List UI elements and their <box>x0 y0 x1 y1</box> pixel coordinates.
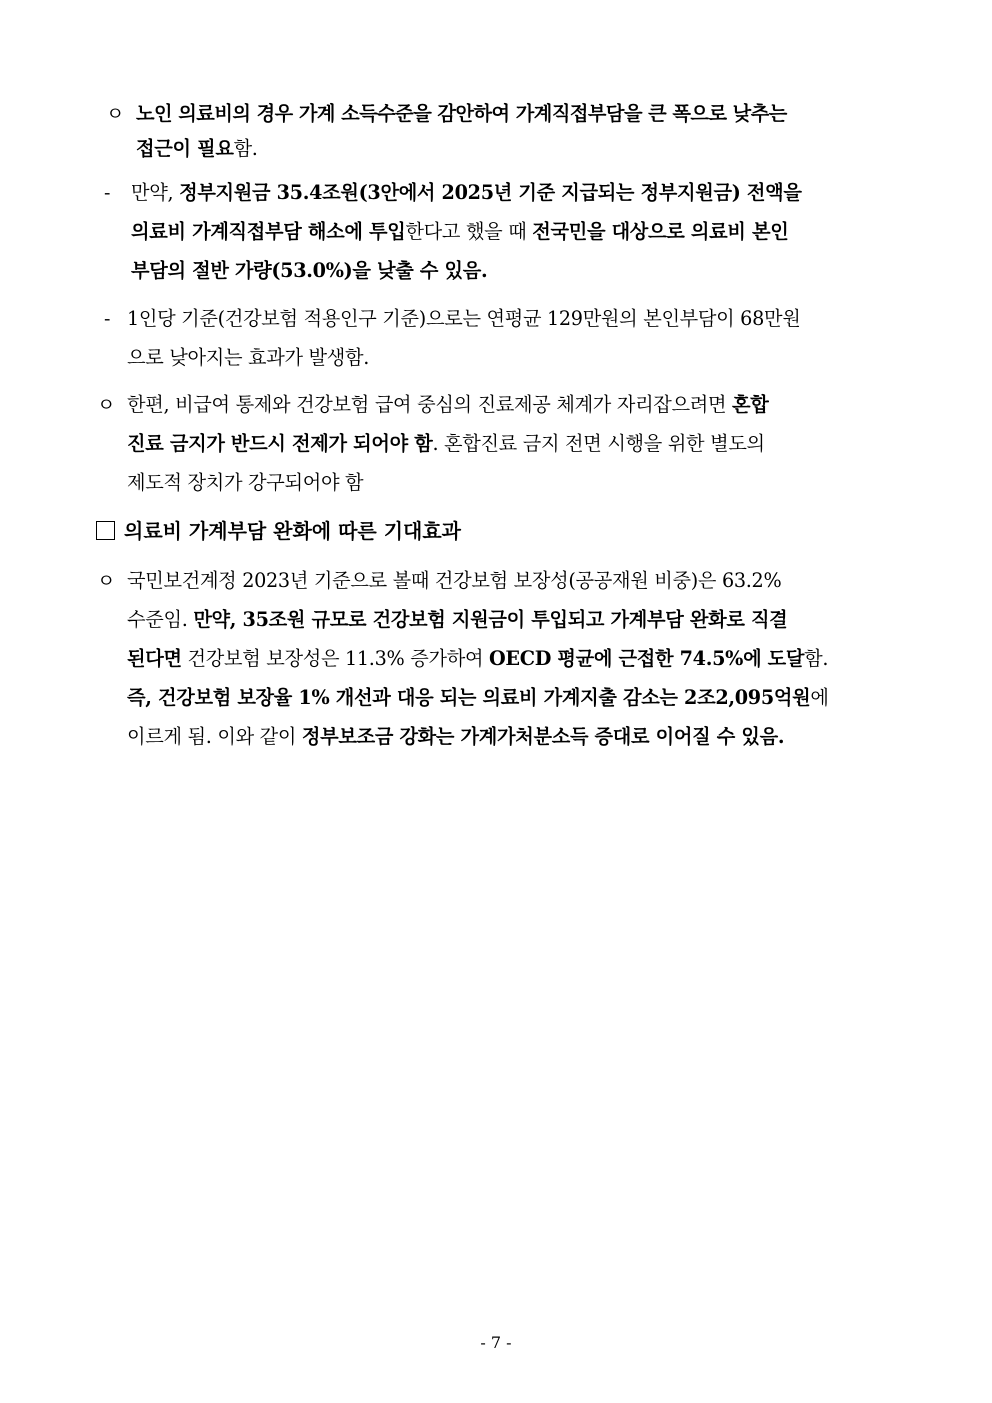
text: . 혼합진료 금지 전면 시행을 위한 별도의 <box>432 432 765 455</box>
paragraph-5-line-3 <box>127 646 828 672</box>
text: 한편, 비급여 통제와 건강보험 급여 중심의 진료제공 체계가 자리잡으려면 <box>127 393 733 416</box>
text-bold: 만약, 35조원 규모로 건강보험 지원금이 투입되고 가계부담 완화로 직결 <box>193 608 788 631</box>
text: 수준임. <box>127 608 194 631</box>
text-bold: 혼합 <box>732 393 769 416</box>
page-number: - 7 - <box>480 1333 512 1352</box>
paragraph-1-line-2 <box>136 136 258 162</box>
text: 만약, <box>131 181 180 204</box>
text-bold: 전국민을 대상으로 의료비 본인 <box>532 220 789 243</box>
text: 에 <box>810 686 829 709</box>
paragraph-5-line-2 <box>127 607 787 633</box>
paragraph-5-line-5 <box>127 724 784 750</box>
text-bold: 진료 금지가 반드시 전제가 되어야 함 <box>127 432 433 455</box>
text-bold: 된다면 <box>127 647 182 670</box>
section-heading <box>96 517 461 545</box>
square-box-icon <box>96 521 115 540</box>
circle-bullet-2: ㅇ <box>97 394 116 416</box>
text-bold: 정부보조금 강화는 가계가처분소득 증대로 이어질 수 있음. <box>301 725 785 748</box>
circle-bullet-1: ㅇ <box>106 103 125 125</box>
text: 이르게 됨. 이와 같이 <box>127 725 302 748</box>
text: 건강보험 보장성은 11.3% 증가하여 <box>181 647 489 670</box>
text: 함. <box>233 137 258 160</box>
text-bold: OECD 평균에 근접한 74.5%에 도달 <box>489 647 805 670</box>
paragraph-4-line-3: 제도적 장치가 강구되어야 함 <box>127 471 364 494</box>
paragraph-2-line-1 <box>131 180 802 206</box>
text-bold: 부담의 절반 가량(53.0%)을 낮출 수 있음. <box>131 259 488 282</box>
dash-bullet-1: - <box>104 182 111 204</box>
text-bold: 노인 의료비의 경우 가계 소득수준을 감안하여 가계직접부담을 큰 폭으로 낮추는 <box>136 102 787 125</box>
paragraph-2-line-3 <box>131 258 487 284</box>
text-bold: 접근이 필요 <box>136 137 234 160</box>
section-heading-text: 의료비 가계부담 완화에 따른 기대효과 <box>124 519 461 543</box>
text: 함. <box>804 647 829 670</box>
paragraph-2-line-2 <box>131 219 788 245</box>
paragraph-3-line-1: 1인당 기준(건강보험 적용인구 기준)으로는 연평균 129만원의 본인부담이 68만원 <box>127 307 801 330</box>
paragraph-4-line-1 <box>127 392 769 418</box>
text: 한다고 했을 때 <box>405 220 533 243</box>
paragraph-1-line-1 <box>136 101 896 127</box>
paragraph-5-line-4 <box>127 685 829 711</box>
dash-bullet-2: - <box>104 308 111 330</box>
circle-bullet-3: ㅇ <box>97 570 116 592</box>
text-bold: 즉, 건강보험 보장율 1% 개선과 대응 되는 의료비 가계지출 감소는 2조2,095억원 <box>127 686 811 709</box>
paragraph-5-line-1: 국민보건계정 2023년 기준으로 볼때 건강보험 보장성(공공재원 비중)은 63.2% <box>127 569 782 592</box>
paragraph-3-line-2: 으로 낮아지는 효과가 발생함. <box>127 346 370 369</box>
text-bold: 의료비 가계직접부담 해소에 투입 <box>131 220 406 243</box>
paragraph-4-line-2 <box>127 431 765 457</box>
text-bold: 정부지원금 35.4조원(3안에서 2025년 기준 지급되는 정부지원금) 전액을 <box>179 181 802 204</box>
